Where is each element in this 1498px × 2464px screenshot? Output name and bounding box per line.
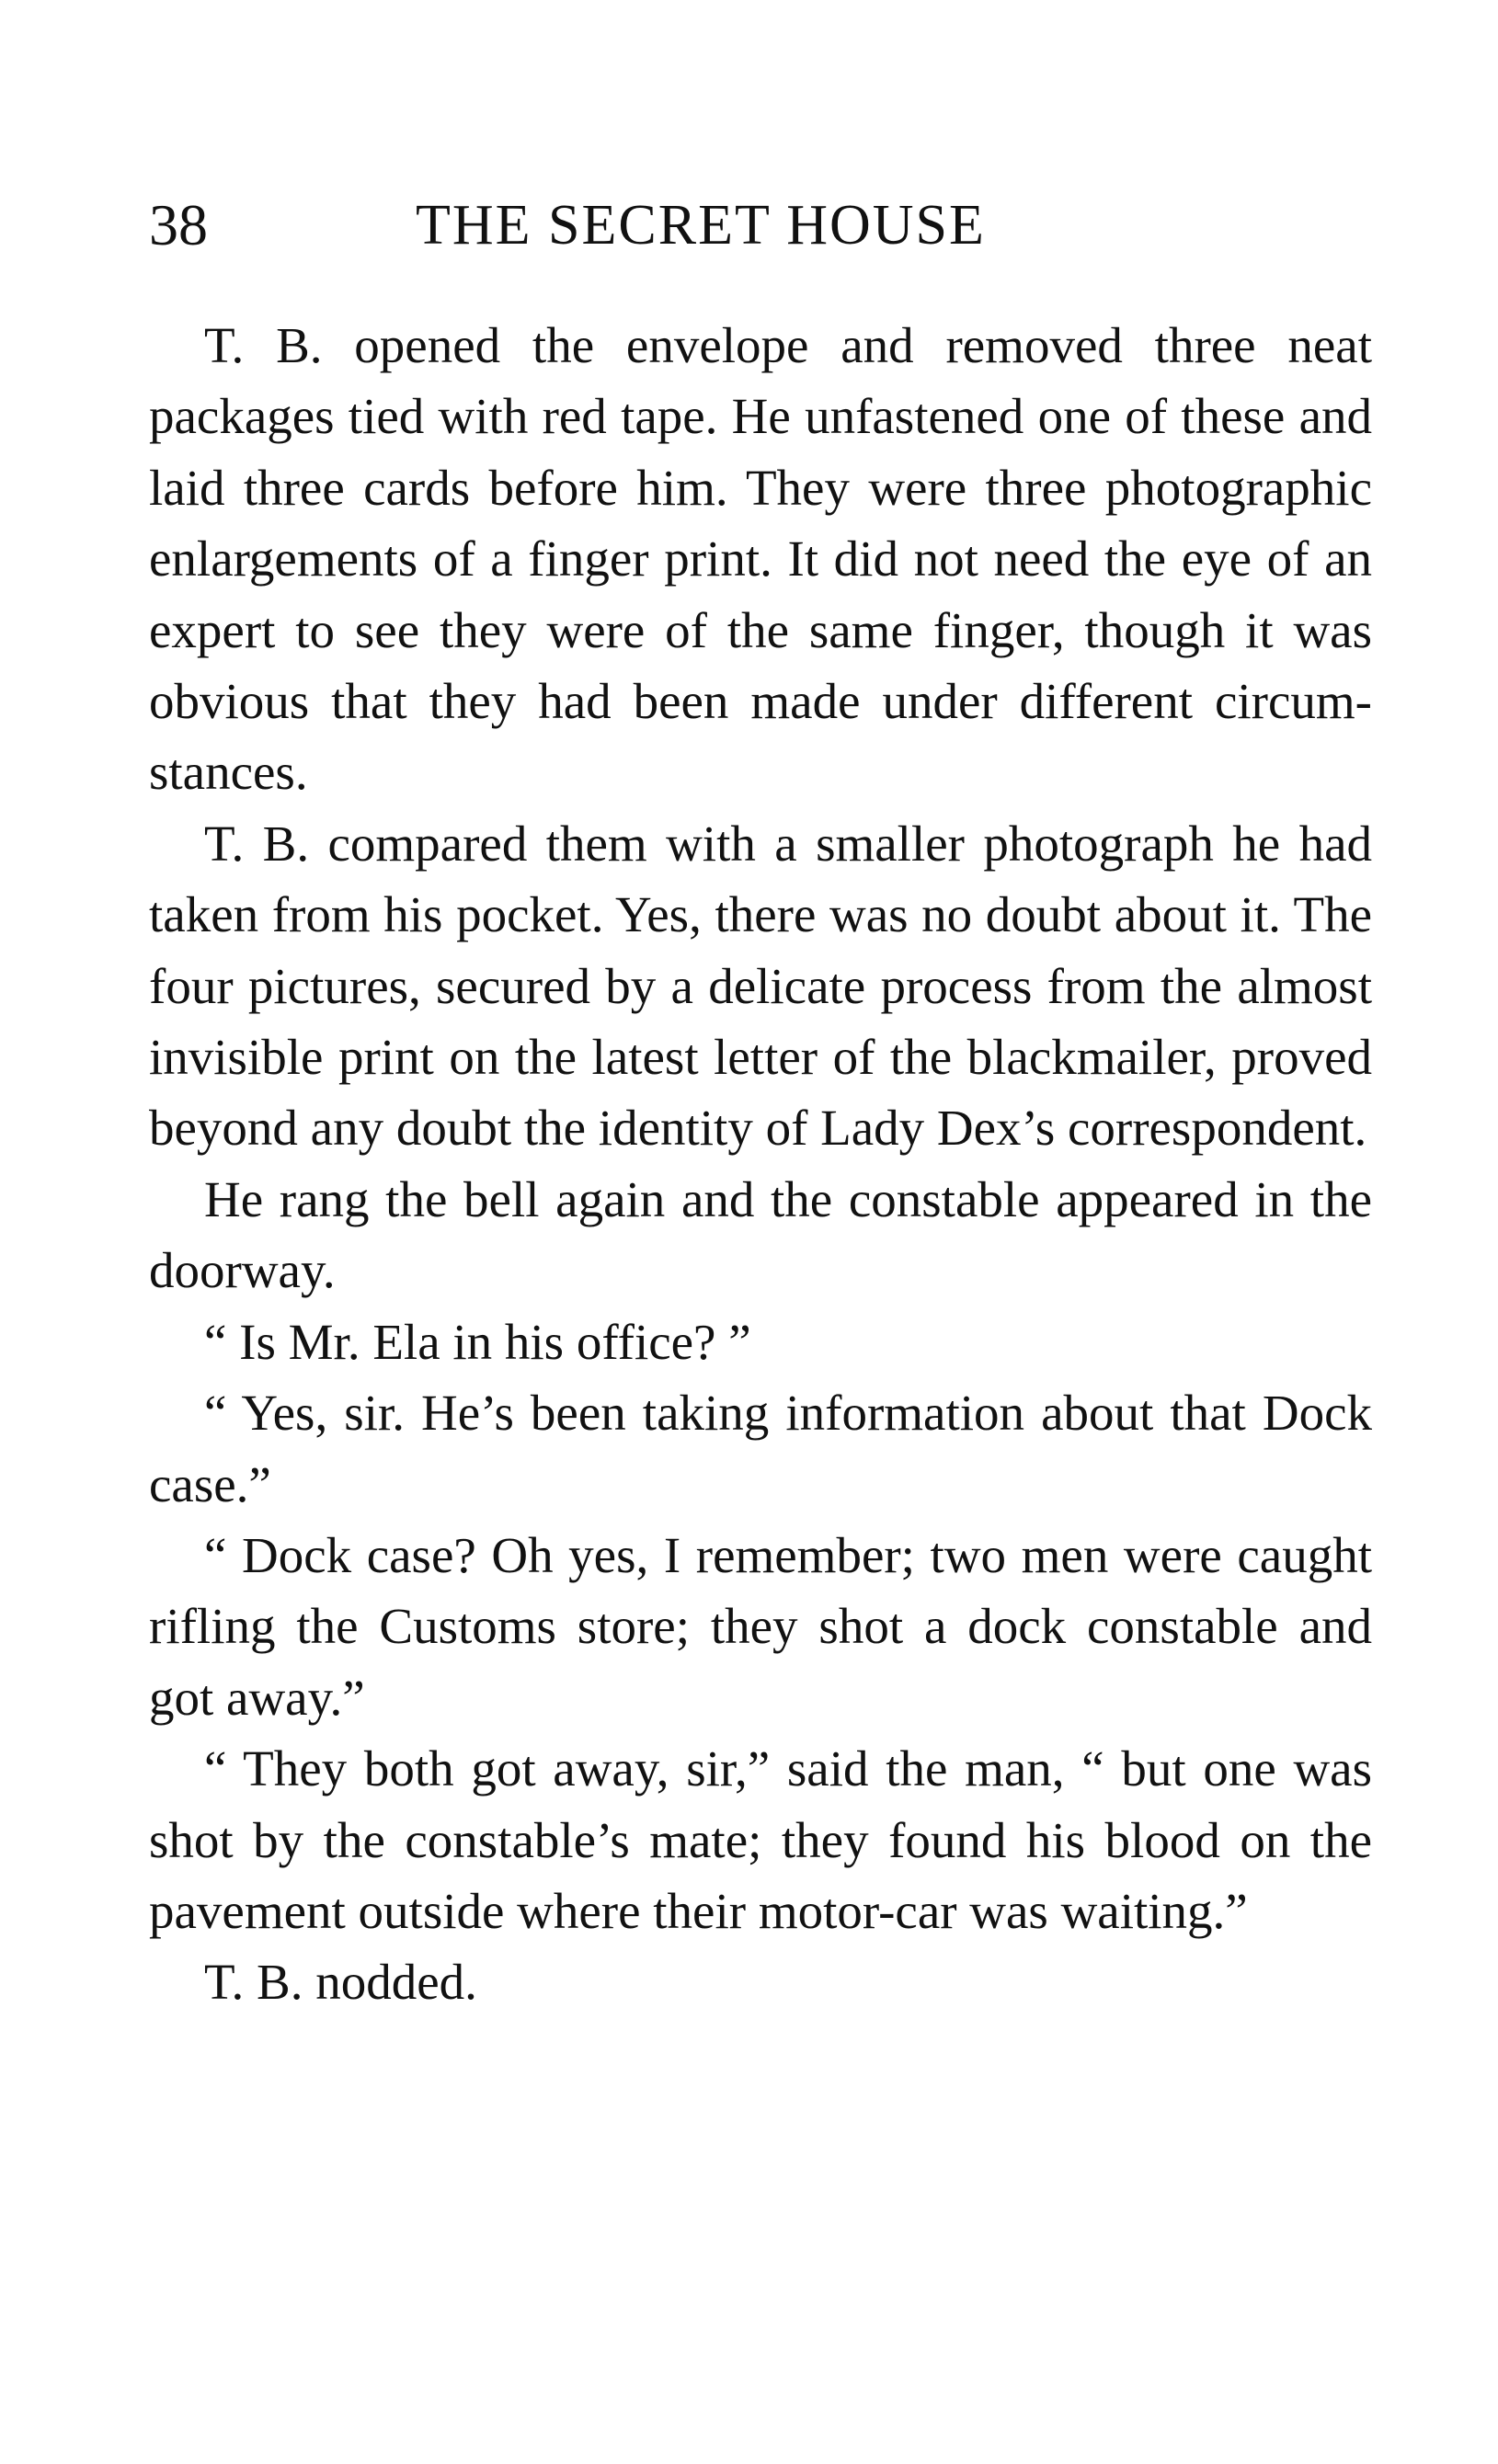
- paragraph: “ Yes, sir. He’s been taking information about that Dock case.”: [149, 1385, 1372, 1512]
- body-text: [149, 310, 1372, 2018]
- paragraph: “ Dock case? Oh yes, I remember; two men were caught rifling the Customs store; they shot a dock constable and got away.”: [149, 1526, 1372, 1726]
- running-head: THE SECRET HOUSE: [416, 194, 986, 257]
- paragraph: T. B. nodded.: [204, 1954, 477, 2011]
- paragraph: “ Is Mr. Ela in his office? ”: [204, 1313, 751, 1370]
- page-number: 38: [149, 192, 208, 257]
- paragraph: “ They both got away, sir,” said the man, “ but one was shot by the constable’s mate; they found his blood on the pavement outside where their motor-car was waiting.”: [149, 1740, 1372, 1939]
- page-header: [149, 184, 1372, 267]
- paragraph: He rang the bell again and the constable appeared in the doorway.: [149, 1170, 1372, 1299]
- paragraph: T. B. opened the envelope and removed three neat packages tied with red tape. He unfastened one of these and laid three cards before him. They were three photographic enlargements of a finger print. It did not need the eye of an expert to see they were of the same finger, though it was obvious that they had been made under different circumstances.: [149, 317, 1372, 801]
- paragraph: T. B. compared them with a smaller photograph he had taken from his pocket. Yes, there was no doubt about it. The four pictures, secured by a delicate process from the almost invisible print on the latest letter of the blackmailer, proved beyond any doubt the identity of Lady Dex’s correspondent.: [149, 815, 1372, 1157]
